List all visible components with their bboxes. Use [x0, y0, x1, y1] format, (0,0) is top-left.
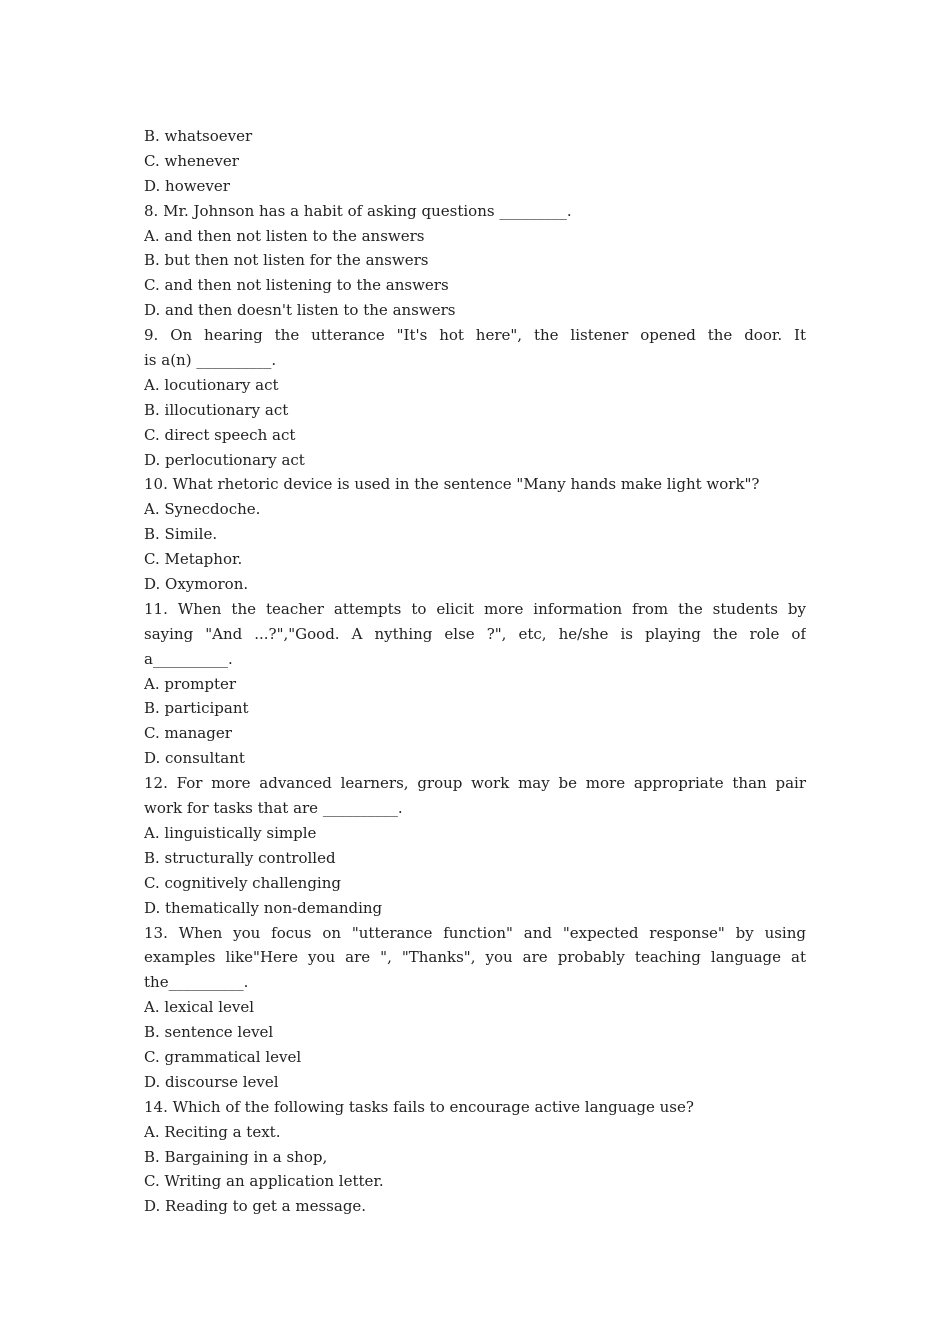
document-page — [144, 124, 806, 1219]
text-line: A. lexical level — [144, 998, 255, 1017]
text-line: A. Reciting a text. — [144, 1122, 281, 1141]
text-line: D. thematically non-demanding — [144, 898, 383, 917]
text-line: A. Synecdoche. — [144, 500, 261, 519]
text-line: saying "And ...?","Good. A nything else ?", etc, he/she is playing the role of — [144, 624, 806, 643]
text-line: 8. Mr. Johnson has a habit of asking questions _________. — [144, 201, 572, 220]
text-line: C. whenever — [144, 151, 239, 170]
text-line: D. perlocutionary act — [144, 450, 305, 469]
text-line: the__________. — [144, 973, 249, 992]
text-line: B. structurally controlled — [144, 848, 336, 867]
text-line: B. Simile. — [144, 525, 218, 544]
text-line: 9. On hearing the utterance "It's hot here", the listener opened the door. It — [144, 326, 806, 345]
text-line: B. whatsoever — [144, 127, 253, 145]
text-line: is a(n) __________. — [144, 351, 277, 370]
text-line: 11. When the teacher attempts to elicit more information from the students by — [144, 599, 806, 618]
text-line: A. prompter — [144, 674, 237, 693]
text-line: D. however — [144, 176, 230, 195]
text-line: B. sentence level — [144, 1023, 274, 1042]
text-line: A. and then not listen to the answers — [144, 226, 425, 245]
text-line: B. participant — [144, 699, 249, 718]
text-line: D. Oxymoron. — [144, 575, 249, 594]
text-line: C. Writing an application letter. — [144, 1172, 384, 1191]
text-line: D. discourse level — [144, 1072, 279, 1091]
text-line: 12. For more advanced learners, group work may be more appropriate than pair — [144, 774, 806, 793]
text-line: C. cognitively challenging — [144, 873, 341, 892]
text-line: D. and then doesn't listen to the answers — [144, 301, 456, 320]
text-line: A. linguistically simple — [144, 823, 317, 842]
text-line: C. and then not listening to the answers — [144, 276, 449, 295]
text-line: B. but then not listen for the answers — [144, 251, 429, 270]
text-line: D. consultant — [144, 749, 245, 768]
text-line: 13. When you focus on "utterance function" and "expected response" by using — [144, 923, 806, 942]
text-line: B. Bargaining in a shop, — [144, 1147, 328, 1166]
text-line: 14. Which of the following tasks fails to encourage active language use? — [144, 1097, 694, 1116]
text-line: 10. What rhetoric device is used in the sentence "Many hands make light work"? — [144, 475, 760, 494]
text-line: a__________. — [144, 649, 233, 668]
text-line: C. manager — [144, 724, 232, 743]
text-line: work for tasks that are __________. — [144, 799, 403, 818]
text-line: D. Reading to get a message. — [144, 1197, 367, 1216]
text-line: A. locutionary act — [144, 375, 279, 394]
text-line: B. illocutionary act — [144, 400, 289, 419]
text-line: C. grammatical level — [144, 1047, 302, 1066]
text-line: C. Metaphor. — [144, 550, 243, 569]
text-line: C. direct speech act — [144, 425, 296, 444]
text-line: examples like"Here you are ", "Thanks", you are probably teaching language at — [144, 948, 806, 967]
